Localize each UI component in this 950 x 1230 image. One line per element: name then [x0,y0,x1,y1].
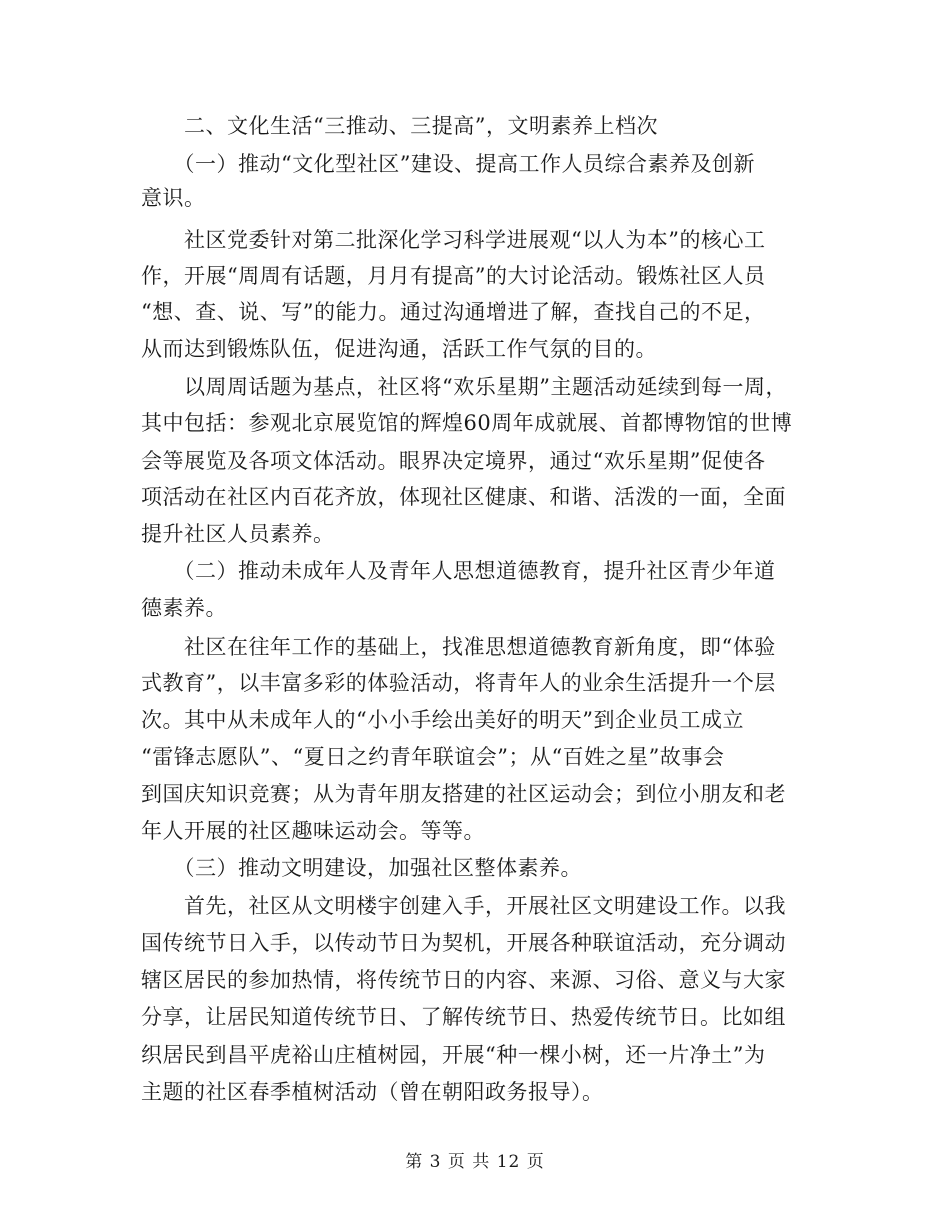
text-line: 主题的社区春季植树活动（曾在朝阳政务报导）。 [141,1080,604,1104]
text-line: 到国庆知识竞赛；从为青年朋友搭建的社区运动会；到位小朋友和老 [141,782,786,806]
text-line: “雷锋志愿队”、“夏日之约青年联谊会”；从“百姓之星”故事会 [141,745,725,769]
page-number-footer: 第 3 页 共 12 页 [405,1152,545,1172]
text-line: （三）推动文明建设，加强社区整体素养。 [141,856,582,880]
text-line: 二、文化生活“三推动、三提高”，文明素养上档次 [141,114,658,138]
text-line: 分享，让居民知道传统节日、了解传统节日、热爱传统节日。比如组 [141,1005,786,1029]
text-line: 辖区居民的参加热情，将传统节日的内容、来源、习俗、意义与大家 [141,968,786,992]
text-line: 以周周话题为基点，社区将“欢乐星期”主题活动延续到每一周， [141,375,787,399]
text-line: 从而达到锻炼队伍，促进沟通，活跃工作气氛的目的。 [141,337,657,361]
text-line: 次。其中从未成年人的“小小手绘出美好的明天”到企业员工成立 [141,708,744,732]
text-line: 作，开展“周周有话题，月月有提高”的大讨论活动。锻炼社区人员 [141,264,766,288]
text-line: 项活动在社区内百花齐放，体现社区健康、和谐、活泼的一面，全面 [141,485,786,509]
text-line: 意识。 [141,186,206,210]
text-line: 德素养。 [141,596,227,620]
text-line: 会等展览及各项文体活动。眼界决定境界，通过“欢乐星期”促使各 [141,449,766,473]
text-line: 社区党委针对第二批深化学习科学进展观“以人为本”的核心工 [141,228,766,252]
text-line: 其中包括：参观北京展览馆的辉煌60周年成就展、首都博物馆的世博 [141,411,793,435]
text-line: 年人开展的社区趣味运动会。等等。 [141,819,485,843]
text-line: “想、查、说、写”的能力。通过沟通增进了解，查找自己的不足， [141,300,766,324]
text-line: 国传统节日入手，以传动节日为契机，开展各种联谊活动，充分调动 [141,931,786,955]
text-line: 织居民到昌平虎裕山庄植树园，开展“种一棵小树，还一片净土”为 [141,1043,766,1067]
text-line: 社区在往年工作的基础上，找准思想道德教育新角度，即“体验 [141,635,776,659]
text-line: （二）推动未成年人及青年人思想道德教育，提升社区青少年道 [141,559,776,583]
text-line: （一）推动“文化型社区”建设、提高工作人员综合素养及创新 [141,152,755,176]
text-line: 首先，社区从文明楼宇创建入手，开展社区文明建设工作。以我 [141,894,786,918]
text-line: 式教育”，以丰富多彩的体验活动，将青年人的业余生活提升一个层 [141,671,776,695]
text-line: 提升社区人员素养。 [141,522,335,546]
